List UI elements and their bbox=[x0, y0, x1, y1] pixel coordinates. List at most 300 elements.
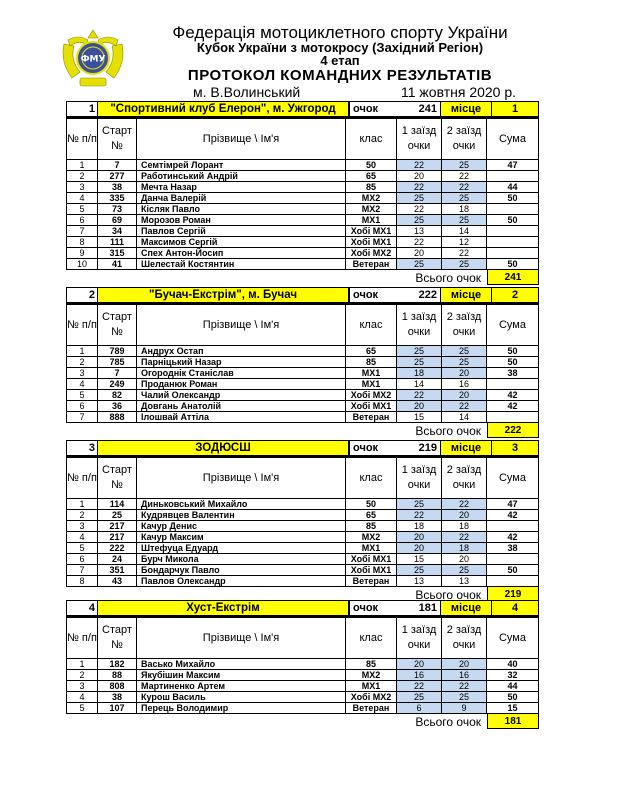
table-row bbox=[67, 368, 539, 379]
team-block bbox=[66, 440, 539, 602]
table-row bbox=[67, 659, 539, 670]
race2-points: 22 bbox=[442, 182, 487, 193]
rider-sum: 50 bbox=[487, 692, 539, 703]
col-race2-header: 2 заїзд очки bbox=[442, 618, 487, 659]
team-number: 1 bbox=[88, 103, 95, 115]
table-row bbox=[67, 357, 539, 368]
rider-name: Данча Валерій bbox=[137, 193, 346, 204]
race1-points: 6 bbox=[397, 703, 442, 714]
team-header bbox=[66, 287, 539, 304]
race2-points: 16 bbox=[442, 670, 487, 681]
rider-name: Мартиненко Артем bbox=[137, 681, 346, 692]
federation-title: Федерація мотоциклетного спорту України bbox=[172, 23, 508, 42]
race2-points: 13 bbox=[442, 576, 487, 587]
team-total-value: 241 bbox=[487, 270, 539, 285]
rider-sum: 50 bbox=[487, 215, 539, 226]
team-number: 2 bbox=[88, 289, 95, 301]
team-number: 3 bbox=[88, 442, 95, 454]
rider-name: Довгань Анатолій bbox=[137, 401, 346, 412]
rider-index: 4 bbox=[67, 379, 98, 390]
results-table bbox=[66, 118, 539, 270]
rider-sum: 44 bbox=[487, 182, 539, 193]
start-number: 351 bbox=[98, 565, 137, 576]
rider-name: Перець Володимир bbox=[137, 703, 346, 714]
rider-sum bbox=[487, 204, 539, 215]
points-label: очок bbox=[348, 288, 386, 302]
place-label: місце bbox=[440, 601, 491, 615]
table-row bbox=[67, 379, 539, 390]
table-row bbox=[67, 543, 539, 554]
col-start-header: Старт № bbox=[98, 119, 137, 160]
race2-points: 22 bbox=[442, 499, 487, 510]
rider-sum: 42 bbox=[487, 390, 539, 401]
start-number: 335 bbox=[98, 193, 137, 204]
rider-sum bbox=[487, 554, 539, 565]
table-row bbox=[67, 692, 539, 703]
race2-points: 20 bbox=[442, 390, 487, 401]
race1-points: 14 bbox=[397, 379, 442, 390]
team-header bbox=[66, 101, 539, 118]
team-name: "Спортивний клуб Елерон", м. Ужгород bbox=[97, 102, 348, 116]
race1-points: 18 bbox=[397, 521, 442, 532]
points-label: очок bbox=[348, 601, 386, 615]
rider-name: Кісляк Павло bbox=[137, 204, 346, 215]
rider-sum bbox=[487, 576, 539, 587]
rider-name: Парніцький Назар bbox=[137, 357, 346, 368]
table-row bbox=[67, 226, 539, 237]
place-label: місце bbox=[440, 441, 491, 455]
race2-points: 20 bbox=[442, 659, 487, 670]
rider-index: 7 bbox=[67, 412, 98, 423]
start-number: 34 bbox=[98, 226, 137, 237]
team-name: Хуст-Екстрім bbox=[97, 601, 348, 615]
table-row bbox=[67, 412, 539, 423]
rider-name: Диньковський Михайло bbox=[137, 499, 346, 510]
rider-index: 6 bbox=[67, 215, 98, 226]
start-number: 43 bbox=[98, 576, 137, 587]
race1-points: 15 bbox=[397, 412, 442, 423]
rider-class: 85 bbox=[346, 182, 397, 193]
team-points: 241 bbox=[418, 103, 437, 115]
rider-name: Качур Денис bbox=[137, 521, 346, 532]
rider-class: MX2 bbox=[346, 670, 397, 681]
rider-name: Якубішин Максим bbox=[137, 670, 346, 681]
race1-points: 18 bbox=[397, 368, 442, 379]
race2-points: 18 bbox=[442, 543, 487, 554]
start-number: 73 bbox=[98, 204, 137, 215]
table-row bbox=[67, 521, 539, 532]
rider-sum: 42 bbox=[487, 401, 539, 412]
total-label: Всього очок bbox=[415, 714, 481, 729]
col-start-header: Старт № bbox=[98, 305, 137, 346]
table-header-row bbox=[67, 119, 539, 160]
team-total-row bbox=[66, 714, 539, 729]
rider-class: 50 bbox=[346, 499, 397, 510]
race2-points: 22 bbox=[442, 532, 487, 543]
rider-index: 1 bbox=[67, 346, 98, 357]
team-total-row bbox=[66, 270, 539, 285]
race1-points: 22 bbox=[397, 182, 442, 193]
table-row bbox=[67, 499, 539, 510]
rider-class: Хобі MX1 bbox=[346, 565, 397, 576]
rider-name: Павлов Сергій bbox=[137, 226, 346, 237]
table-row bbox=[67, 215, 539, 226]
race1-points: 16 bbox=[397, 670, 442, 681]
rider-sum bbox=[487, 412, 539, 423]
start-number: 69 bbox=[98, 215, 137, 226]
rider-sum: 50 bbox=[487, 357, 539, 368]
points-label: очок bbox=[348, 102, 386, 116]
rider-sum: 50 bbox=[487, 565, 539, 576]
col-race1-header: 1 заїзд очки bbox=[397, 458, 442, 499]
rider-class: 50 bbox=[346, 160, 397, 171]
race1-points: 13 bbox=[397, 576, 442, 587]
start-number: 25 bbox=[98, 510, 137, 521]
results-table bbox=[66, 457, 539, 587]
race1-points: 22 bbox=[397, 204, 442, 215]
rider-name: Качур Максим bbox=[137, 532, 346, 543]
race2-points: 14 bbox=[442, 412, 487, 423]
rider-sum: 38 bbox=[487, 543, 539, 554]
rider-sum: 42 bbox=[487, 532, 539, 543]
rider-index: 5 bbox=[67, 703, 98, 714]
table-row bbox=[67, 171, 539, 182]
rider-name: Васько Михайло bbox=[137, 659, 346, 670]
place-label: місце bbox=[440, 288, 491, 302]
total-label: Всього очок bbox=[415, 423, 481, 438]
rider-sum: 40 bbox=[487, 659, 539, 670]
race1-points: 22 bbox=[397, 681, 442, 692]
race2-points: 9 bbox=[442, 703, 487, 714]
team-points: 181 bbox=[418, 602, 437, 614]
rider-name: Чалий Олександр bbox=[137, 390, 346, 401]
start-number: 217 bbox=[98, 532, 137, 543]
table-row bbox=[67, 390, 539, 401]
col-name-header: Прізвище \ Ім'я bbox=[137, 305, 346, 346]
rider-index: 9 bbox=[67, 248, 98, 259]
table-header-row bbox=[67, 458, 539, 499]
race1-points: 20 bbox=[397, 659, 442, 670]
start-number: 107 bbox=[98, 703, 137, 714]
rider-class: Хобі MX1 bbox=[346, 554, 397, 565]
race2-points: 25 bbox=[442, 565, 487, 576]
race2-points: 22 bbox=[442, 401, 487, 412]
race2-points: 25 bbox=[442, 215, 487, 226]
rider-sum bbox=[487, 521, 539, 532]
race2-points: 12 bbox=[442, 237, 487, 248]
table-header-row bbox=[67, 618, 539, 659]
rider-class: MX2 bbox=[346, 193, 397, 204]
col-num-header: № п/п bbox=[67, 458, 98, 499]
rider-name: Бурч Микола bbox=[137, 554, 346, 565]
table-row bbox=[67, 237, 539, 248]
rider-index: 3 bbox=[67, 521, 98, 532]
rider-name: Ілошвай Аттіла bbox=[137, 412, 346, 423]
col-race2-header: 2 заїзд очки bbox=[442, 305, 487, 346]
rider-name: Проданюк Роман bbox=[137, 379, 346, 390]
rider-index: 3 bbox=[67, 681, 98, 692]
race1-points: 20 bbox=[397, 401, 442, 412]
start-number: 888 bbox=[98, 412, 137, 423]
team-place: 4 bbox=[491, 601, 538, 615]
race1-points: 22 bbox=[397, 510, 442, 521]
rider-name: Работинський Андрій bbox=[137, 171, 346, 182]
stage-title: 4 етап bbox=[320, 53, 360, 68]
team-total-value: 219 bbox=[487, 587, 539, 602]
rider-class: 65 bbox=[346, 346, 397, 357]
table-row bbox=[67, 554, 539, 565]
col-num-header: № п/п bbox=[67, 119, 98, 160]
col-race1-header: 1 заїзд очки bbox=[397, 618, 442, 659]
rider-class: 65 bbox=[346, 171, 397, 182]
table-row bbox=[67, 346, 539, 357]
rider-index: 6 bbox=[67, 401, 98, 412]
rider-class: Хобі MX2 bbox=[346, 692, 397, 703]
race1-points: 22 bbox=[397, 390, 442, 401]
race2-points: 22 bbox=[442, 681, 487, 692]
race2-points: 20 bbox=[442, 510, 487, 521]
cup-title: Кубок України з мотокросу (Західний Регіон) bbox=[196, 40, 484, 55]
team-header bbox=[66, 600, 539, 617]
rider-name: Шелестай Костянтин bbox=[137, 259, 346, 270]
table-row bbox=[67, 670, 539, 681]
rider-index: 2 bbox=[67, 357, 98, 368]
rider-index: 7 bbox=[67, 226, 98, 237]
race2-points: 14 bbox=[442, 226, 487, 237]
rider-sum: 50 bbox=[487, 346, 539, 357]
rider-sum: 42 bbox=[487, 510, 539, 521]
rider-index: 1 bbox=[67, 160, 98, 171]
rider-index: 4 bbox=[67, 532, 98, 543]
team-total-row bbox=[66, 423, 539, 438]
table-row bbox=[67, 160, 539, 171]
results-table bbox=[66, 617, 539, 714]
rider-name: Семтімрей Лорант bbox=[137, 160, 346, 171]
rider-sum: 44 bbox=[487, 681, 539, 692]
rider-class: Хобі MX2 bbox=[346, 248, 397, 259]
team-place: 3 bbox=[491, 441, 538, 455]
col-start-header: Старт № bbox=[98, 458, 137, 499]
rider-sum bbox=[487, 226, 539, 237]
race1-points: 25 bbox=[397, 692, 442, 703]
col-class-header: клас bbox=[346, 618, 397, 659]
team-block bbox=[66, 600, 539, 729]
rider-index: 10 bbox=[67, 259, 98, 270]
team-total-value: 222 bbox=[487, 423, 539, 438]
table-row bbox=[67, 576, 539, 587]
team-place: 2 bbox=[491, 288, 538, 302]
rider-index: 2 bbox=[67, 171, 98, 182]
race2-points: 25 bbox=[442, 346, 487, 357]
rider-class: MX1 bbox=[346, 543, 397, 554]
total-label: Всього очок bbox=[415, 587, 481, 602]
rider-name: Штефуца Едуард bbox=[137, 543, 346, 554]
team-name: "Бучач-Екстрім", м. Бучач bbox=[97, 288, 348, 302]
rider-index: 2 bbox=[67, 510, 98, 521]
start-number: 808 bbox=[98, 681, 137, 692]
rider-index: 1 bbox=[67, 499, 98, 510]
start-number: 217 bbox=[98, 521, 137, 532]
race1-points: 13 bbox=[397, 226, 442, 237]
total-label: Всього очок bbox=[415, 270, 481, 285]
start-number: 249 bbox=[98, 379, 137, 390]
rider-index: 1 bbox=[67, 659, 98, 670]
rider-class: Хобі MX1 bbox=[346, 401, 397, 412]
points-label: очок bbox=[348, 441, 386, 455]
table-row bbox=[67, 204, 539, 215]
team-block bbox=[66, 287, 539, 438]
race2-points: 25 bbox=[442, 357, 487, 368]
rider-index: 2 bbox=[67, 670, 98, 681]
rider-sum bbox=[487, 248, 539, 259]
col-name-header: Прізвище \ Ім'я bbox=[137, 119, 346, 160]
rider-sum: 32 bbox=[487, 670, 539, 681]
race2-points: 16 bbox=[442, 379, 487, 390]
start-number: 24 bbox=[98, 554, 137, 565]
race2-points: 20 bbox=[442, 368, 487, 379]
rider-class: Хобі MX2 bbox=[346, 390, 397, 401]
rider-sum: 50 bbox=[487, 193, 539, 204]
team-total-value: 181 bbox=[487, 714, 539, 729]
team-place: 1 bbox=[491, 102, 538, 116]
race1-points: 25 bbox=[397, 565, 442, 576]
start-number: 789 bbox=[98, 346, 137, 357]
rider-name: Кудрявцев Валентин bbox=[137, 510, 346, 521]
rider-index: 8 bbox=[67, 237, 98, 248]
start-number: 7 bbox=[98, 160, 137, 171]
start-number: 38 bbox=[98, 182, 137, 193]
results-table bbox=[66, 304, 539, 423]
table-row bbox=[67, 565, 539, 576]
start-number: 222 bbox=[98, 543, 137, 554]
rider-class: Ветеран bbox=[346, 703, 397, 714]
team-header bbox=[66, 440, 539, 457]
start-number: 111 bbox=[98, 237, 137, 248]
start-number: 182 bbox=[98, 659, 137, 670]
place-label: місце bbox=[440, 102, 491, 116]
col-start-header: Старт № bbox=[98, 618, 137, 659]
col-name-header: Прізвище \ Ім'я bbox=[137, 458, 346, 499]
rider-name: Огороднік Станіслав bbox=[137, 368, 346, 379]
table-row bbox=[67, 182, 539, 193]
table-row bbox=[67, 510, 539, 521]
col-sum-header: Сума bbox=[487, 119, 539, 160]
col-sum-header: Сума bbox=[487, 305, 539, 346]
race2-points: 20 bbox=[442, 554, 487, 565]
rider-class: Хобі MX1 bbox=[346, 237, 397, 248]
emblem-text: ФМУ bbox=[80, 54, 106, 65]
federation-emblem-icon bbox=[58, 22, 128, 92]
race1-points: 20 bbox=[397, 532, 442, 543]
start-number: 88 bbox=[98, 670, 137, 681]
rider-sum: 38 bbox=[487, 368, 539, 379]
rider-class: 85 bbox=[346, 521, 397, 532]
rider-class: 65 bbox=[346, 510, 397, 521]
col-race2-header: 2 заїзд очки bbox=[442, 119, 487, 160]
team-points: 222 bbox=[418, 289, 437, 301]
race1-points: 25 bbox=[397, 193, 442, 204]
rider-index: 5 bbox=[67, 204, 98, 215]
table-row bbox=[67, 193, 539, 204]
rider-class: MX2 bbox=[346, 532, 397, 543]
rider-name: Андрух Остап bbox=[137, 346, 346, 357]
col-race1-header: 1 заїзд очки bbox=[397, 119, 442, 160]
rider-class: Хобі MX1 bbox=[346, 226, 397, 237]
col-sum-header: Сума bbox=[487, 618, 539, 659]
race2-points: 25 bbox=[442, 193, 487, 204]
rider-index: 8 bbox=[67, 576, 98, 587]
rider-name: Спех Антон-Йосип bbox=[137, 248, 346, 259]
start-number: 315 bbox=[98, 248, 137, 259]
rider-sum bbox=[487, 237, 539, 248]
start-number: 785 bbox=[98, 357, 137, 368]
col-sum-header: Сума bbox=[487, 458, 539, 499]
race1-points: 25 bbox=[397, 346, 442, 357]
race2-points: 25 bbox=[442, 692, 487, 703]
col-race1-header: 1 заїзд очки bbox=[397, 305, 442, 346]
col-num-header: № п/п bbox=[67, 305, 98, 346]
rider-class: MX2 bbox=[346, 204, 397, 215]
team-block bbox=[66, 101, 539, 285]
race1-points: 25 bbox=[397, 215, 442, 226]
col-race2-header: 2 заїзд очки bbox=[442, 458, 487, 499]
race2-points: 22 bbox=[442, 248, 487, 259]
rider-name: Мечта Назар bbox=[137, 182, 346, 193]
race1-points: 25 bbox=[397, 259, 442, 270]
rider-class: 85 bbox=[346, 659, 397, 670]
col-class-header: клас bbox=[346, 119, 397, 160]
rider-sum bbox=[487, 379, 539, 390]
rider-name: Бондарчук Павло bbox=[137, 565, 346, 576]
rider-index: 4 bbox=[67, 692, 98, 703]
race2-points: 25 bbox=[442, 259, 487, 270]
race1-points: 15 bbox=[397, 554, 442, 565]
start-number: 36 bbox=[98, 401, 137, 412]
rider-index: 4 bbox=[67, 193, 98, 204]
event-date: 11 жовтня 2020 р. bbox=[401, 84, 517, 100]
start-number: 7 bbox=[98, 368, 137, 379]
rider-class: 85 bbox=[346, 357, 397, 368]
race1-points: 22 bbox=[397, 160, 442, 171]
rider-name: Курош Василь bbox=[137, 692, 346, 703]
rider-class: Ветеран bbox=[346, 576, 397, 587]
event-city: м. В.Волинський bbox=[193, 84, 301, 100]
start-number: 114 bbox=[98, 499, 137, 510]
protocol-title: ПРОТОКОЛ КОМАНДНИХ РЕЗУЛЬТАТІВ bbox=[187, 67, 493, 84]
rider-class: Ветеран bbox=[346, 259, 397, 270]
team-number: 4 bbox=[88, 602, 95, 614]
rider-index: 3 bbox=[67, 368, 98, 379]
race2-points: 18 bbox=[442, 204, 487, 215]
rider-class: MX1 bbox=[346, 215, 397, 226]
rider-index: 5 bbox=[67, 543, 98, 554]
table-row bbox=[67, 532, 539, 543]
team-points: 219 bbox=[418, 442, 437, 454]
start-number: 277 bbox=[98, 171, 137, 182]
start-number: 41 bbox=[98, 259, 137, 270]
rider-name: Максимов Сергій bbox=[137, 237, 346, 248]
rider-index: 5 bbox=[67, 390, 98, 401]
race1-points: 25 bbox=[397, 357, 442, 368]
race1-points: 25 bbox=[397, 499, 442, 510]
start-number: 38 bbox=[98, 692, 137, 703]
team-name: ЗОДЮСШ bbox=[97, 441, 348, 455]
rider-sum: 15 bbox=[487, 703, 539, 714]
col-num-header: № п/п bbox=[67, 618, 98, 659]
rider-class: MX1 bbox=[346, 379, 397, 390]
table-row bbox=[67, 401, 539, 412]
race1-points: 20 bbox=[397, 543, 442, 554]
